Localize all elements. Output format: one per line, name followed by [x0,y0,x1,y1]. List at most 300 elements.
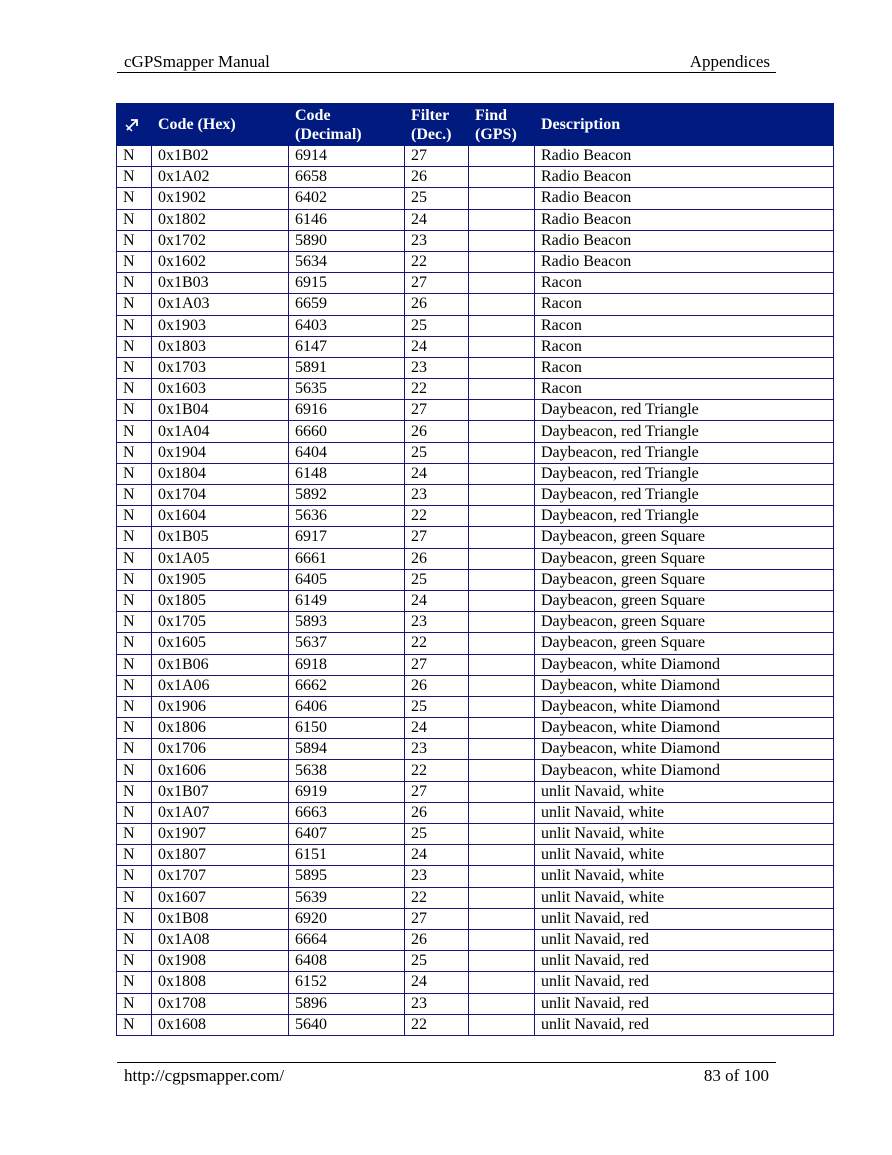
type-cell: N [117,654,152,675]
description-cell: Daybeacon, white Diamond [535,675,834,696]
table-row [117,188,834,209]
find-cell [469,802,535,823]
type-cell: N [117,506,152,527]
filter-cell: 23 [405,612,469,633]
description-cell: Daybeacon, red Triangle [535,442,834,463]
code-hex-cell: 0x1902 [152,188,289,209]
description-cell: Daybeacon, white Diamond [535,654,834,675]
table-row [117,654,834,675]
type-cell: N [117,146,152,167]
type-cell: N [117,612,152,633]
filter-cell: 27 [405,781,469,802]
find-cell [469,357,535,378]
code-decimal-cell: 6408 [289,951,405,972]
code-decimal-cell: 6404 [289,442,405,463]
type-cell: N [117,167,152,188]
description-cell: Daybeacon, red Triangle [535,506,834,527]
table-row [117,146,834,167]
code-hex-cell: 0x1B04 [152,400,289,421]
type-cell: N [117,929,152,950]
find-cell [469,506,535,527]
filter-cell: 26 [405,294,469,315]
filter-cell: 27 [405,146,469,167]
table-row [117,357,834,378]
type-cell: N [117,251,152,272]
description-cell: Daybeacon, green Square [535,633,834,654]
description-cell: Racon [535,315,834,336]
table-row [117,633,834,654]
type-cell: N [117,951,152,972]
find-cell [469,167,535,188]
filter-cell: 27 [405,273,469,294]
description-cell: Radio Beacon [535,146,834,167]
description-cell: Daybeacon, white Diamond [535,739,834,760]
code-decimal-cell: 6148 [289,463,405,484]
type-cell: N [117,1014,152,1035]
find-cell [469,696,535,717]
filter-cell: 25 [405,824,469,845]
find-cell [469,951,535,972]
code-decimal-cell: 6407 [289,824,405,845]
code-decimal-cell: 6915 [289,273,405,294]
filter-cell: 24 [405,209,469,230]
table-row [117,908,834,929]
code-decimal-cell: 5637 [289,633,405,654]
code-decimal-cell: 5638 [289,760,405,781]
type-cell: N [117,866,152,887]
type-column-header [117,104,152,146]
description-cell: Racon [535,336,834,357]
table-row [117,379,834,400]
code-hex-cell: 0x1602 [152,251,289,272]
code-hex-cell: 0x1906 [152,696,289,717]
find-cell [469,548,535,569]
filter-cell: 23 [405,357,469,378]
code-hex-cell: 0x1908 [152,951,289,972]
filter-cell: 22 [405,506,469,527]
filter-cell: 22 [405,633,469,654]
table-row [117,251,834,272]
code-decimal-cell: 5891 [289,357,405,378]
code-decimal-cell: 6917 [289,527,405,548]
code-decimal-cell: 6920 [289,908,405,929]
code-decimal-cell: 5896 [289,993,405,1014]
description-cell: Radio Beacon [535,230,834,251]
code-hex-cell: 0x1705 [152,612,289,633]
code-decimal-cell: 6914 [289,146,405,167]
find-cell [469,633,535,654]
code-hex-cell: 0x1708 [152,993,289,1014]
filter-cell: 25 [405,188,469,209]
table-row [117,972,834,993]
type-cell: N [117,294,152,315]
description-cell: Radio Beacon [535,251,834,272]
code-decimal-cell: 6919 [289,781,405,802]
table-row [117,951,834,972]
find-cell [469,1014,535,1035]
code-decimal-cell: 5639 [289,887,405,908]
find-cell [469,146,535,167]
column-header-description: Description [535,104,834,146]
description-cell: unlit Navaid, white [535,802,834,823]
code-hex-cell: 0x1804 [152,463,289,484]
table-row [117,336,834,357]
find-cell [469,654,535,675]
find-cell [469,188,535,209]
filter-cell: 24 [405,972,469,993]
code-hex-cell: 0x1B02 [152,146,289,167]
code-decimal-cell: 5635 [289,379,405,400]
find-cell [469,781,535,802]
type-cell: N [117,442,152,463]
table-row [117,845,834,866]
table-row [117,548,834,569]
filter-cell: 27 [405,654,469,675]
filter-cell: 26 [405,548,469,569]
code-decimal-cell: 5892 [289,485,405,506]
table-row [117,612,834,633]
filter-cell: 24 [405,718,469,739]
filter-cell: 22 [405,760,469,781]
description-cell: unlit Navaid, red [535,929,834,950]
code-decimal-cell: 6152 [289,972,405,993]
filter-cell: 25 [405,315,469,336]
filter-cell: 27 [405,908,469,929]
type-cell: N [117,421,152,442]
code-decimal-cell: 6146 [289,209,405,230]
code-hex-cell: 0x1B06 [152,654,289,675]
filter-cell: 26 [405,167,469,188]
find-cell [469,993,535,1014]
code-hex-cell: 0x1907 [152,824,289,845]
table-row [117,887,834,908]
type-cell: N [117,675,152,696]
type-cell: N [117,209,152,230]
find-cell [469,336,535,357]
code-decimal-cell: 6664 [289,929,405,950]
description-cell: Daybeacon, red Triangle [535,463,834,484]
description-cell: Radio Beacon [535,209,834,230]
filter-cell: 23 [405,485,469,506]
table-row [117,929,834,950]
type-cell: N [117,824,152,845]
description-cell: unlit Navaid, red [535,993,834,1014]
table-row [117,230,834,251]
code-hex-cell: 0x1B08 [152,908,289,929]
code-decimal-cell: 5894 [289,739,405,760]
column-header-code-decimal: Code (Decimal) [289,104,405,146]
filter-cell: 25 [405,951,469,972]
table-row [117,167,834,188]
description-cell: Racon [535,379,834,400]
table-row [117,209,834,230]
code-decimal-cell: 6660 [289,421,405,442]
code-hex-cell: 0x1A04 [152,421,289,442]
table-row [117,760,834,781]
type-cell: N [117,548,152,569]
code-decimal-cell: 6662 [289,675,405,696]
page-number: 83 of 100 [703,1066,769,1085]
table-row [117,273,834,294]
code-decimal-cell: 6151 [289,845,405,866]
filter-cell: 26 [405,675,469,696]
description-cell: unlit Navaid, white [535,887,834,908]
page-header [117,50,776,73]
description-cell: unlit Navaid, red [535,1014,834,1035]
table-row [117,781,834,802]
code-hex-cell: 0x1B03 [152,273,289,294]
type-cell: N [117,845,152,866]
table-row [117,802,834,823]
code-decimal-cell: 6661 [289,548,405,569]
description-cell: Racon [535,273,834,294]
code-hex-cell: 0x1608 [152,1014,289,1035]
find-cell [469,929,535,950]
table-row [117,442,834,463]
type-cell: N [117,718,152,739]
description-cell: Daybeacon, white Diamond [535,696,834,717]
code-hex-cell: 0x1603 [152,379,289,400]
code-hex-cell: 0x1905 [152,569,289,590]
table-body [117,146,834,1036]
type-cell: N [117,590,152,611]
filter-cell: 24 [405,336,469,357]
section-title: Appendices [689,52,770,71]
code-decimal-cell: 5890 [289,230,405,251]
code-hex-cell: 0x1808 [152,972,289,993]
table-header-row [117,104,834,146]
type-cell: N [117,357,152,378]
find-cell [469,442,535,463]
filter-cell: 26 [405,929,469,950]
code-decimal-cell: 5640 [289,1014,405,1035]
filter-cell: 24 [405,845,469,866]
filter-cell: 25 [405,696,469,717]
type-cell: N [117,315,152,336]
find-cell [469,739,535,760]
code-hex-cell: 0x1607 [152,887,289,908]
find-cell [469,887,535,908]
code-hex-cell: 0x1B07 [152,781,289,802]
code-decimal-cell: 6405 [289,569,405,590]
description-cell: Radio Beacon [535,167,834,188]
table-row [117,739,834,760]
find-cell [469,315,535,336]
description-cell: Daybeacon, red Triangle [535,485,834,506]
code-hex-cell: 0x1707 [152,866,289,887]
code-decimal-cell: 6663 [289,802,405,823]
type-cell: N [117,972,152,993]
type-cell: N [117,633,152,654]
code-hex-cell: 0x1702 [152,230,289,251]
find-cell [469,824,535,845]
find-cell [469,845,535,866]
document-title: cGPSmapper Manual [124,52,270,71]
code-decimal-cell: 6916 [289,400,405,421]
filter-cell: 24 [405,590,469,611]
description-cell: unlit Navaid, white [535,824,834,845]
code-hex-cell: 0x1604 [152,506,289,527]
find-cell [469,294,535,315]
find-cell [469,379,535,400]
filter-cell: 22 [405,379,469,400]
type-cell: N [117,760,152,781]
page-footer [117,1062,776,1087]
description-cell: Daybeacon, green Square [535,590,834,611]
filter-cell: 23 [405,866,469,887]
description-cell: Racon [535,294,834,315]
find-cell [469,485,535,506]
code-hex-cell: 0x1606 [152,760,289,781]
description-cell: unlit Navaid, red [535,972,834,993]
column-header-filter: Filter (Dec.) [405,104,469,146]
code-decimal-cell: 5634 [289,251,405,272]
type-cell: N [117,336,152,357]
code-hex-cell: 0x1802 [152,209,289,230]
table-row [117,675,834,696]
code-decimal-cell: 5636 [289,506,405,527]
find-cell [469,527,535,548]
type-cell: N [117,739,152,760]
filter-cell: 25 [405,569,469,590]
type-cell: N [117,273,152,294]
description-cell: Daybeacon, green Square [535,569,834,590]
find-cell [469,972,535,993]
code-hex-cell: 0x1805 [152,590,289,611]
code-hex-cell: 0x1806 [152,718,289,739]
type-cell: N [117,696,152,717]
code-hex-cell: 0x1703 [152,357,289,378]
description-cell: Daybeacon, red Triangle [535,400,834,421]
table-row [117,696,834,717]
type-cell: N [117,569,152,590]
find-cell [469,866,535,887]
description-cell: unlit Navaid, red [535,908,834,929]
code-hex-cell: 0x1A06 [152,675,289,696]
code-decimal-cell: 6147 [289,336,405,357]
find-cell [469,590,535,611]
filter-cell: 24 [405,463,469,484]
column-header-code-hex: Code (Hex) [152,104,289,146]
code-hex-cell: 0x1807 [152,845,289,866]
code-hex-cell: 0x1A05 [152,548,289,569]
code-decimal-cell: 6659 [289,294,405,315]
code-hex-cell: 0x1B05 [152,527,289,548]
filter-cell: 22 [405,251,469,272]
find-cell [469,718,535,739]
table-row [117,866,834,887]
footer-url: http://cgpsmapper.com/ [124,1066,285,1085]
arrow-icon [123,116,141,134]
code-decimal-cell: 6149 [289,590,405,611]
code-hex-cell: 0x1704 [152,485,289,506]
code-hex-cell: 0x1A07 [152,802,289,823]
find-cell [469,908,535,929]
description-cell: unlit Navaid, white [535,781,834,802]
table-row [117,590,834,611]
description-cell: unlit Navaid, white [535,845,834,866]
column-header-find: Find (GPS) [469,104,535,146]
code-decimal-cell: 5893 [289,612,405,633]
code-hex-cell: 0x1706 [152,739,289,760]
table-row [117,824,834,845]
type-cell: N [117,463,152,484]
type-cell: N [117,379,152,400]
description-cell: unlit Navaid, white [535,866,834,887]
filter-cell: 26 [405,421,469,442]
find-cell [469,209,535,230]
find-cell [469,230,535,251]
filter-cell: 23 [405,993,469,1014]
find-cell [469,569,535,590]
filter-cell: 26 [405,802,469,823]
type-cell: N [117,230,152,251]
table-row [117,315,834,336]
code-hex-cell: 0x1605 [152,633,289,654]
code-decimal-cell: 6402 [289,188,405,209]
filter-cell: 27 [405,527,469,548]
type-cell: N [117,781,152,802]
description-cell: Radio Beacon [535,188,834,209]
code-hex-cell: 0x1A03 [152,294,289,315]
type-cell: N [117,887,152,908]
table-row [117,294,834,315]
code-decimal-cell: 6403 [289,315,405,336]
table-row [117,569,834,590]
find-cell [469,463,535,484]
code-decimal-cell: 6406 [289,696,405,717]
description-cell: Daybeacon, white Diamond [535,760,834,781]
filter-cell: 25 [405,442,469,463]
table-row [117,421,834,442]
filter-cell: 22 [405,1014,469,1035]
code-hex-cell: 0x1A02 [152,167,289,188]
code-hex-cell: 0x1803 [152,336,289,357]
table-row [117,1014,834,1035]
code-hex-cell: 0x1A08 [152,929,289,950]
code-decimal-cell: 5895 [289,866,405,887]
type-cell: N [117,993,152,1014]
find-cell [469,421,535,442]
type-cell: N [117,400,152,421]
type-cell: N [117,485,152,506]
code-hex-cell: 0x1903 [152,315,289,336]
description-cell: Daybeacon, green Square [535,612,834,633]
table-row [117,485,834,506]
find-cell [469,612,535,633]
table-row [117,718,834,739]
code-decimal-cell: 6918 [289,654,405,675]
type-cell: N [117,527,152,548]
type-cell: N [117,188,152,209]
find-cell [469,273,535,294]
type-cell: N [117,908,152,929]
find-cell [469,400,535,421]
filter-cell: 23 [405,230,469,251]
description-cell: Daybeacon, green Square [535,548,834,569]
navaid-code-table [116,103,834,1036]
description-cell: Daybeacon, green Square [535,527,834,548]
description-cell: Daybeacon, red Triangle [535,421,834,442]
table-row [117,400,834,421]
code-hex-cell: 0x1904 [152,442,289,463]
table-row [117,463,834,484]
type-cell: N [117,802,152,823]
find-cell [469,760,535,781]
table-row [117,506,834,527]
find-cell [469,675,535,696]
filter-cell: 27 [405,400,469,421]
